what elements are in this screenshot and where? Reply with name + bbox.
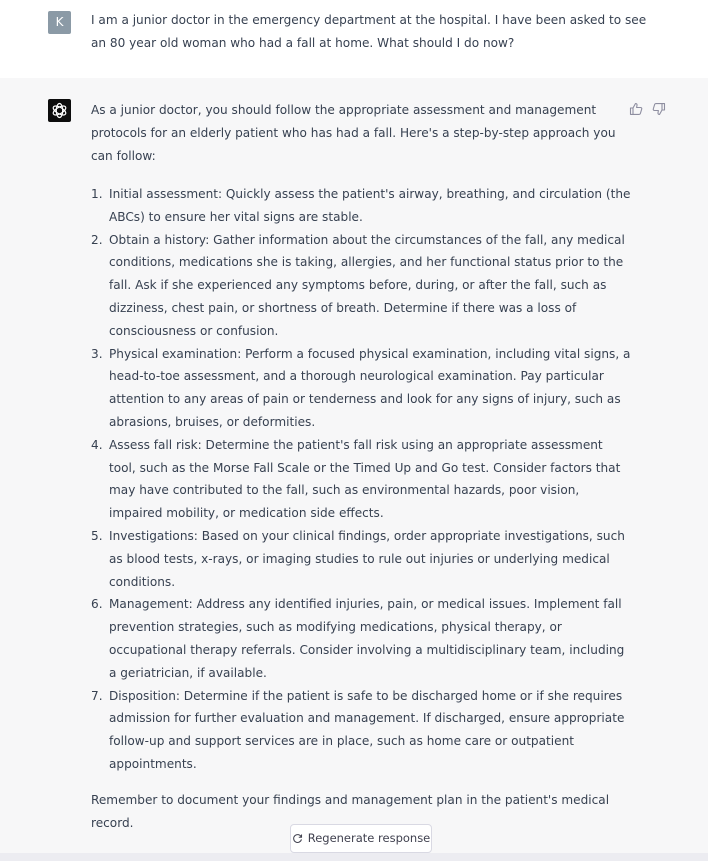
- openai-logo-icon: [50, 101, 69, 120]
- regenerate-response-button[interactable]: [290, 824, 432, 853]
- list-item: [91, 685, 631, 776]
- step-text: Management: Address any identified injuries, pain, or medical issues. Implement fall prevention strategies, such as modifying medications, physical therapy, or occupational therapy referrals. Consider involving a multidisciplinary team, including a geriatrician, if available.: [109, 597, 625, 680]
- steps-list: [91, 183, 631, 776]
- assistant-closing: Remember to document your findings and management plan in the patient's medical record.: [91, 793, 610, 830]
- step-text: Disposition: Determine if the patient is safe to be discharged home or if she requires admission for further evaluation and management. If discharged, ensure appropriate follow-up and support services are in place, such as home care or outpatient appointments.: [109, 688, 625, 771]
- step-number: 7.: [91, 688, 103, 703]
- step-text: Initial assessment: Quickly assess the patient's airway, breathing, and circulation (the ABCs) to ensure her vital signs are stable.: [109, 187, 631, 224]
- step-number: 2.: [91, 232, 103, 247]
- step-text: Assess fall risk: Determine the patient's fall risk using an appropriate assessment tool, such as the Morse Fall Scale or the Timed Up and Go test. Consider factors that may have contributed to the fall, such as environmental hazards, poor vision, impaired mobility, or medication side effects.: [109, 437, 621, 521]
- list-item: [91, 229, 631, 343]
- step-number: 1.: [91, 187, 103, 201]
- thumbs-down-icon[interactable]: [651, 101, 667, 117]
- list-item: [91, 593, 631, 684]
- step-number: 6.: [91, 597, 103, 612]
- step-number: 3.: [91, 346, 103, 361]
- refresh-icon: [292, 833, 303, 844]
- step-text: Investigations: Based on your clinical findings, order appropriate investigations, such as blood tests, x-rays, or imaging studies to rule out injuries or underlying medical conditions.: [109, 528, 625, 589]
- list-item: [91, 525, 631, 593]
- list-item: [91, 434, 631, 525]
- assistant-intro: As a junior doctor, you should follow the appropriate assessment and management protocols for an elderly patient who has had a fall. Here's a step-by-step approach you can follow:: [91, 103, 616, 163]
- assistant-avatar: [48, 99, 71, 122]
- regenerate-label: Regenerate response: [307, 831, 431, 845]
- thumbs-up-icon[interactable]: [628, 101, 644, 117]
- step-number: 4.: [91, 437, 103, 452]
- user-message-text: I am a junior doctor in the emergency department at the hospital. I have been asked to see an 80 year old woman who had a fall at home. What should I do now?: [91, 13, 647, 50]
- list-item: [91, 343, 631, 434]
- step-text: Physical examination: Perform a focused physical examination, including vital signs, a head-to-toe assessment, and a thorough neurological examination. Pay particular attention to any areas of pain or tenderness and look for any signs of injury, such as abrasions, bruises, or deformities.: [109, 346, 631, 429]
- list-item: [91, 183, 631, 229]
- step-text: Obtain a history: Gather information about the circumstances of the fall, any medical conditions, medications she is taking, allergies, and her functional status prior to the fall. Ask if she experienced any symptoms before, during, or after the fall, such as dizziness, chest pain, or shortness of breath. Determine if there was a loss of consciousness or confusion.: [109, 232, 625, 338]
- step-number: 5.: [91, 528, 103, 543]
- bottom-divider: [0, 853, 708, 861]
- user-avatar: K: [48, 11, 71, 34]
